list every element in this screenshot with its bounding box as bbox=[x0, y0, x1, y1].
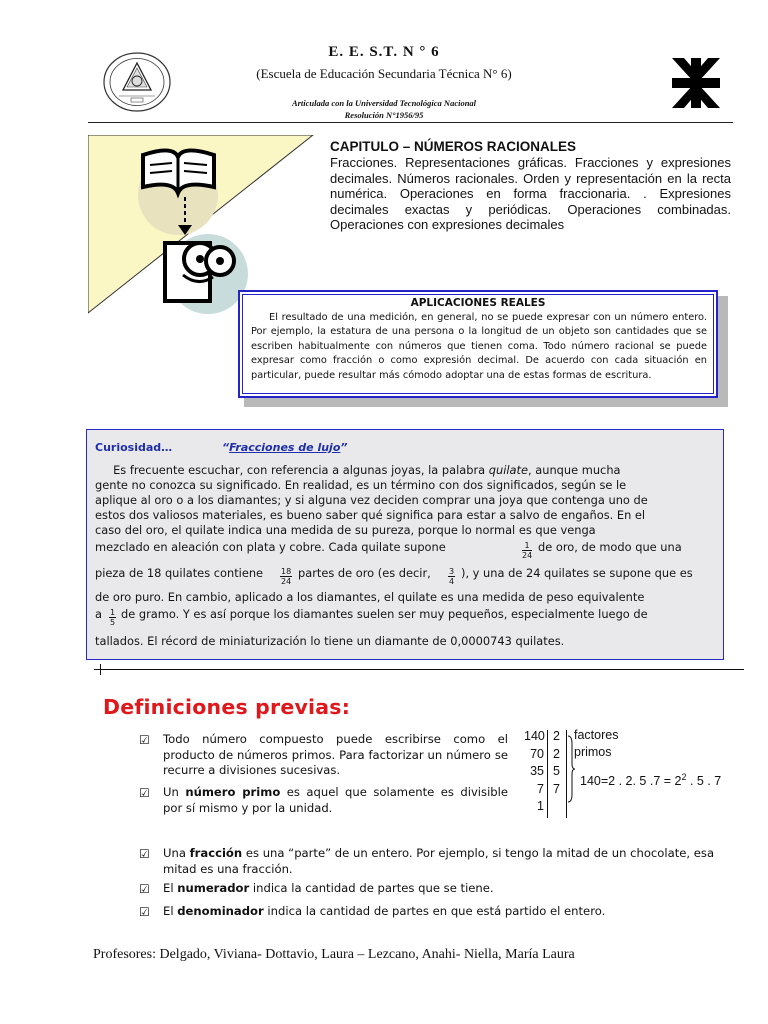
checkbox-icon: ☑ bbox=[139, 733, 150, 747]
curiosity-line: a bbox=[95, 607, 102, 621]
divider-tick bbox=[100, 664, 101, 675]
applications-text: El resultado de una medición, en general, no se puede expresar con un número entero. Por ejemplo, la estatura de una persona o la longitud de un objeto son cantidades que se escriben habitualmente con números que tienen coma. Todo número racional se puede expresar como fracción o como expresión decimal. De acuerdo con cada situación en particular, puede resultar más cómodo adoptar una de estas formas de escritura. bbox=[251, 312, 707, 381]
section-divider bbox=[94, 669, 744, 670]
fraction-1-5: $\frac{1}{5}$ bbox=[110, 608, 116, 627]
factorization-dividends: 140 70 35 7 1 bbox=[524, 729, 545, 813]
definition-composite: Todo número compuesto puede escribirse como el producto de números primos. Para factorizar un número se recurre a divisiones sucesivas. bbox=[163, 732, 508, 777]
applications-box bbox=[238, 290, 718, 398]
checkbox-icon: ☑ bbox=[139, 905, 150, 919]
curiosity-line: ), y una de 24 quilates se supone que es bbox=[461, 566, 693, 580]
chapter-description: Fracciones. Representaciones gráficas. Fracciones y expresiones decimales. Números racionales. Orden y representación en la recta numérica. Operaciones en forma fraccionaria. . Expresiones decimales exactas y periódicas. Operaciones combinadas. Operaciones con expresiones decimales bbox=[330, 155, 731, 233]
curiosity-line: caso del oro, el quilate indica una medida de su pureza, porque lo normal es que venga bbox=[95, 523, 596, 537]
school-subtitle: (Escuela de Educación Secundaria Técnica N° 6) bbox=[256, 66, 512, 81]
factorization-bar bbox=[547, 730, 548, 818]
definition-prime: Un número primo es aquel que solamente es divisible por sí mismo y por la unidad. bbox=[163, 785, 509, 815]
curiosity-subtitle-text: Fracciones de lujo bbox=[229, 441, 341, 454]
articulation-note: Articulada con la Universidad Tecnológica Nacional bbox=[291, 98, 477, 108]
primes-label: primos bbox=[574, 745, 612, 759]
curiosity-line: tallados. El récord de miniaturización lo tiene un diamante de 0,0000743 quilates. bbox=[95, 634, 565, 648]
curiosity-line: de oro, de modo que una bbox=[538, 540, 682, 554]
definitions-title: Definiciones previas: bbox=[103, 695, 351, 719]
school-title: E. E. S.T. N ° 6 bbox=[328, 44, 440, 60]
factorization-divisors: 2 2 5 7 bbox=[553, 729, 560, 796]
factors-label: factores bbox=[574, 728, 619, 742]
curiosity-line: de gramo. Y es así porque los diamantes suelen ser muy pequeños, especialmente luego de bbox=[121, 607, 648, 621]
curiosity-line: Es frecuente escuchar, con referencia a algunas joyas, la palabra quilate, aunque mucha bbox=[95, 463, 621, 477]
chapter-title: CAPITULO – NÚMEROS RACIONALES bbox=[330, 139, 577, 154]
checkbox-icon: ☑ bbox=[139, 882, 150, 896]
utn-logo-icon bbox=[672, 58, 720, 108]
curiosity-line: gente no conozca su significado. En realidad, es un término con dos significados, según se le bbox=[95, 478, 627, 492]
curiosity-line: pieza de 18 quilates contiene bbox=[95, 566, 264, 580]
curiosity-line: de oro puro. En cambio, aplicado a los diamantes, el quilate es una medida de peso equivalente bbox=[95, 590, 645, 604]
factorization-result: 140=2 . 2. 5 $.7 = 2^2$ . 5 . 7 bbox=[580, 772, 722, 789]
curiosity-line: partes de oro (es decir, bbox=[298, 566, 431, 580]
curiosity-subtitle: “Fracciones de lujo” bbox=[222, 441, 348, 454]
checkbox-icon: ☑ bbox=[139, 847, 150, 861]
curiosity-line: mezclado en aleación con plata y cobre. Cada quilate supone bbox=[95, 540, 446, 554]
fraction-1-24: $\frac{1}{24}$ bbox=[522, 541, 533, 560]
applications-title: APLICACIONES REALES bbox=[410, 297, 546, 309]
definition-numerator: El numerador indica la cantidad de partes que se tiene. bbox=[163, 881, 494, 895]
resolution-note: Resolución N°1956/95 bbox=[344, 110, 424, 120]
definition-fraction: Una fracción es una “parte” de un entero. Por ejemplo, si tengo la mitad de un chocolate, esa mitad es una fracción. bbox=[163, 846, 715, 876]
professors-footer: Profesores: Delgado, Viviana- Dottavio, Laura – Lezcano, Anahi- Niella, María Laura bbox=[93, 947, 575, 962]
fraction-18-24: $\frac{18}{24}$ bbox=[281, 567, 292, 586]
curiosity-line: aplique al oro o a los diamantes; y si alguna vez deciden comprar una joya que contenga uno de bbox=[95, 493, 648, 507]
curiosity-heading: Curiosidad… bbox=[95, 441, 173, 454]
checkbox-icon: ☑ bbox=[139, 786, 150, 800]
fraction-3-4: $\frac{3}{4}$ bbox=[449, 567, 455, 586]
header-divider bbox=[88, 122, 733, 123]
definition-denominator: El denominador indica la cantidad de partes en que está partido el entero. bbox=[163, 904, 606, 918]
curiosity-line: estos dos valiosos materiales, es bueno saber qué significa para estar a salvo de engaños. En el bbox=[95, 508, 646, 522]
